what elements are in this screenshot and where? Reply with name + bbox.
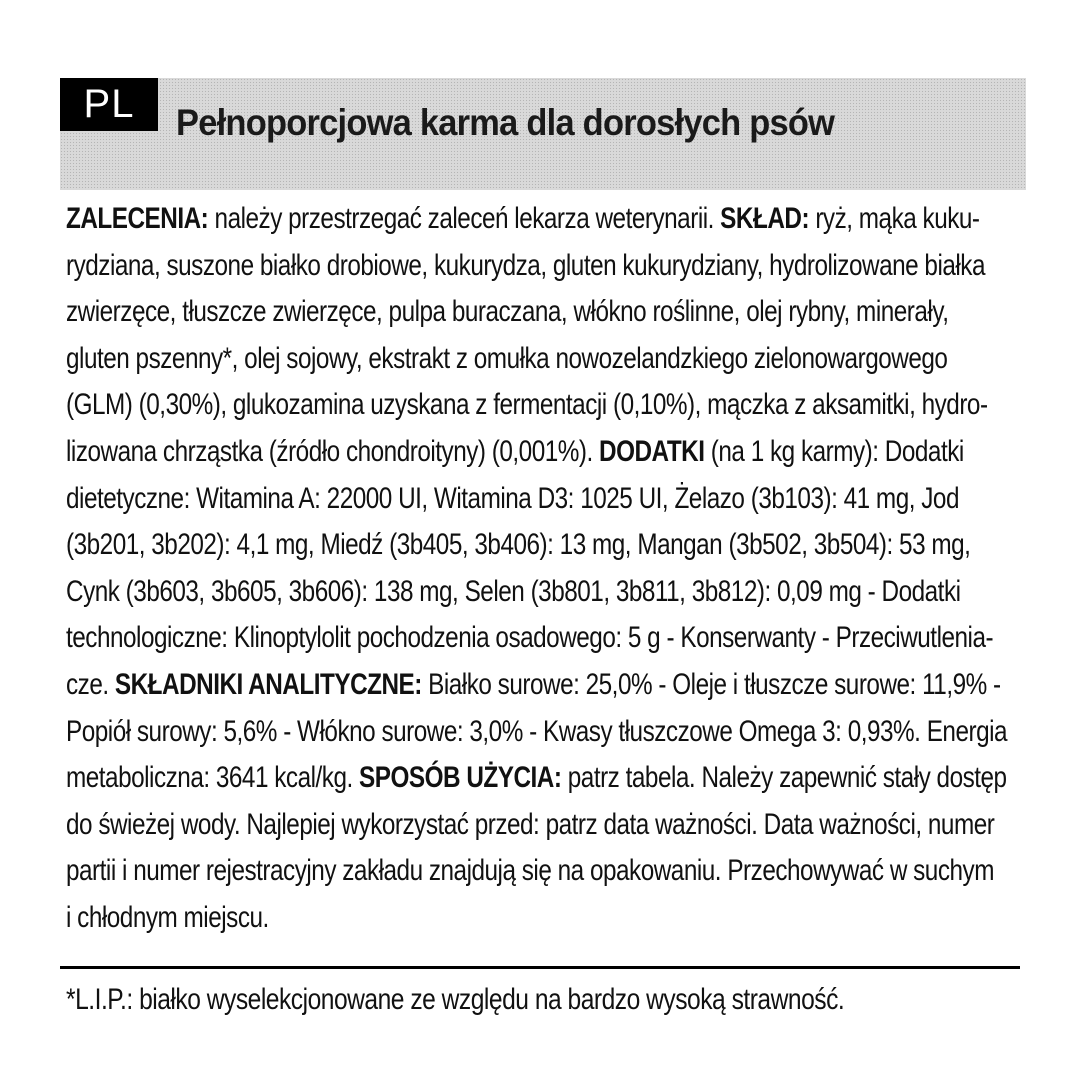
text-line xyxy=(66,615,994,662)
text-line xyxy=(66,476,959,523)
text-line xyxy=(66,662,1001,709)
text-run: cze. xyxy=(66,667,115,701)
section-heading-dodatki: DODATKI xyxy=(599,434,705,468)
text-run: do świeżej wody. Najlepiej wykorzystać przed: patrz data ważności. Data ważności, numer xyxy=(66,807,995,841)
text-run: zwierzęce, tłuszcze zwierzęce, pulpa buraczana, włókno roślinne, olej rybny, minerały, xyxy=(66,295,949,329)
text-line xyxy=(66,895,941,942)
section-heading-sklad: SKŁAD: xyxy=(720,202,810,235)
text-run: (3b201, 3b202): 4,1 mg, Miedź (3b405, 3b406): 13 mg, Mangan (3b502, 3b504): 53 mg, xyxy=(66,528,971,562)
text-line xyxy=(66,848,994,895)
text-run: Popiół surowy: 5,6% - Włókno surowe: 3,0% - Kwasy tłuszczowe Omega 3: 0,93%. Energia xyxy=(66,714,1008,748)
text-line xyxy=(66,709,1008,756)
text-run: ryż, mąka kuku- xyxy=(809,202,980,235)
text-run: gluten pszenny*, olej sojowy, ekstrakt z omułka nowozelandzkiego zielonowargowego xyxy=(66,341,948,375)
section-heading-zalecenia: ZALECENIA: xyxy=(66,202,209,235)
text-line xyxy=(66,755,1007,802)
section-heading-skladniki-analityczne: SKŁADNIKI ANALITYCZNE: xyxy=(114,667,422,701)
text-run: rydziana, suszone białko drobiowe, kukurydza, gluten kukurydziany, hydrolizowane białka xyxy=(66,248,985,282)
text-line xyxy=(66,382,988,429)
text-line xyxy=(66,802,995,849)
text-run: Białko surowe: 25,0% - Oleje i tłuszcze surowe: 11,9% - xyxy=(421,667,1001,701)
header-banner xyxy=(60,78,1026,190)
text-run: należy przestrzegać zaleceń lekarza weterynarii. xyxy=(208,202,721,235)
text-line xyxy=(66,243,985,290)
label-body-text xyxy=(66,196,1008,942)
text-line xyxy=(66,569,961,616)
text-run: partii i numer rejestracyjny zakładu znajdują się na opakowaniu. Przechowywać w suchym xyxy=(66,854,994,888)
text-run: (na 1 kg karmy): Dodatki xyxy=(704,434,964,468)
page-title: Pełnoporcjowa karma dla dorosłych psów xyxy=(176,102,835,143)
footnote: *L.I.P.: białko wyselekcjonowane ze względu na bardzo wysoką strawność. xyxy=(66,983,845,1016)
text-run: lizowana chrząstka (źródło chondroityny) (0,001%). xyxy=(66,434,600,468)
text-run: patrz tabela. Należy zapewnić stały dostęp xyxy=(561,761,1007,795)
text-run: technologiczne: Klinoptylolit pochodzenia osadowego: 5 g - Konserwanty - Przeciwutlenia- xyxy=(66,621,994,655)
text-line xyxy=(66,522,971,569)
text-line xyxy=(66,336,948,383)
text-run: dietetyczne: Witamina A: 22000 UI, Witamina D3: 1025 UI, Żelazo (3b103): 41 mg, Jod xyxy=(66,481,959,515)
text-run: Cynk (3b603, 3b605, 3b606): 138 mg, Selen (3b801, 3b811, 3b812): 0,09 mg - Dodatki xyxy=(66,574,961,608)
text-line xyxy=(66,196,980,243)
text-run: metaboliczna: 3641 kcal/kg. xyxy=(66,761,360,795)
text-line xyxy=(66,429,964,476)
text-line xyxy=(66,289,949,336)
text-run: (GLM) (0,30%), glukozamina uzyskana z fermentacji (0,10%), mączka z aksamitki, hydro- xyxy=(66,388,988,422)
section-heading-sposob-uzycia: SPOSÓB UŻYCIA: xyxy=(359,761,562,795)
text-run: i chłodnym miejscu. xyxy=(66,900,269,934)
footnote-divider xyxy=(60,966,1020,969)
language-badge: PL xyxy=(60,78,158,131)
